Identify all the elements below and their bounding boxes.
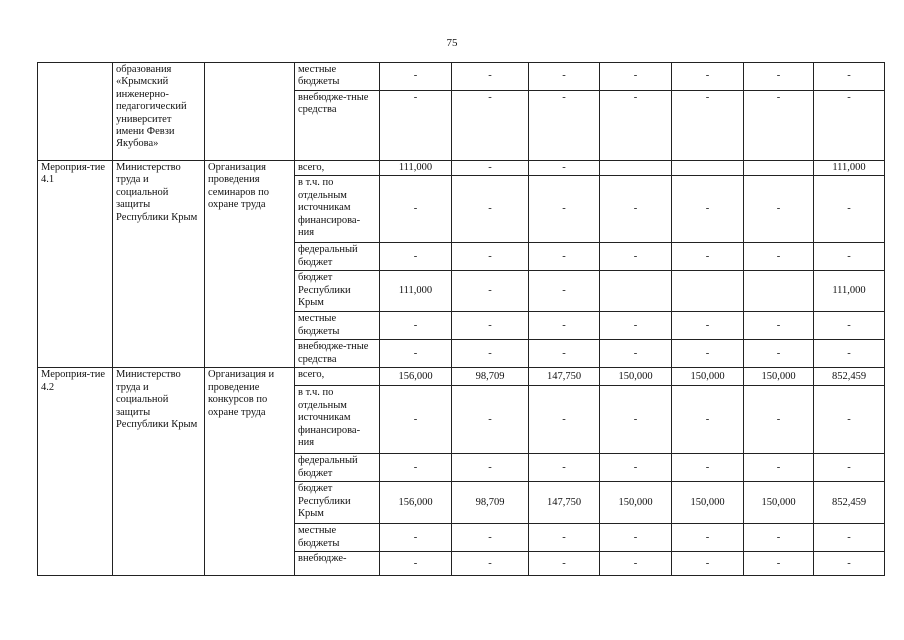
value-cell: - xyxy=(600,243,672,271)
value-cell: - xyxy=(529,63,600,91)
value-cell: - xyxy=(600,386,672,454)
value-cell: 111,000 xyxy=(380,271,452,312)
budget-table xyxy=(37,62,885,576)
value-cell: 147,750 xyxy=(529,482,600,524)
value-cell: - xyxy=(744,340,814,368)
funding-source-cell: всего, xyxy=(295,161,380,176)
value-cell: - xyxy=(672,454,744,482)
value-cell: - xyxy=(814,312,885,340)
value-cell: 150,000 xyxy=(744,368,814,386)
funding-source-cell: всего, xyxy=(295,368,380,386)
activity-name-cell: Организация проведения семинаров по охране труда xyxy=(205,161,295,368)
value-cell: - xyxy=(380,63,452,91)
value-cell: - xyxy=(672,524,744,552)
value-cell: - xyxy=(814,454,885,482)
funding-source-cell: федеральный бюджет xyxy=(295,454,380,482)
value-cell: - xyxy=(380,243,452,271)
value-cell: 98,709 xyxy=(452,482,529,524)
value-cell: - xyxy=(529,552,600,576)
value-cell: 156,000 xyxy=(380,368,452,386)
value-cell: 150,000 xyxy=(672,368,744,386)
funding-source-cell: в т.ч. по отдельным источникам финансирова-ния xyxy=(295,386,380,454)
value-cell: 147,750 xyxy=(529,368,600,386)
value-cell: - xyxy=(380,91,452,161)
value-cell: - xyxy=(380,552,452,576)
value-cell: - xyxy=(744,552,814,576)
value-cell xyxy=(672,161,744,176)
value-cell: 98,709 xyxy=(452,368,529,386)
value-cell: - xyxy=(529,524,600,552)
funding-source-cell: внебюдже-тные средства xyxy=(295,91,380,161)
funding-source-cell: федеральный бюджет xyxy=(295,243,380,271)
value-cell xyxy=(600,161,672,176)
value-cell: - xyxy=(380,386,452,454)
page-number: 75 xyxy=(446,37,458,49)
value-cell: - xyxy=(672,340,744,368)
value-cell xyxy=(600,271,672,312)
value-cell: - xyxy=(814,176,885,243)
value-cell: - xyxy=(744,243,814,271)
value-cell: - xyxy=(814,91,885,161)
value-cell: - xyxy=(452,271,529,312)
funding-source-cell: внебюдже- xyxy=(295,552,380,576)
value-cell: 111,000 xyxy=(380,161,452,176)
value-cell: - xyxy=(672,552,744,576)
value-cell: 156,000 xyxy=(380,482,452,524)
value-cell: - xyxy=(452,454,529,482)
value-cell: - xyxy=(600,63,672,91)
value-cell: 111,000 xyxy=(814,161,885,176)
activity-code-cell: Мероприя-тие 4.2 xyxy=(38,368,113,576)
value-cell: - xyxy=(672,91,744,161)
value-cell: - xyxy=(529,386,600,454)
value-cell: - xyxy=(380,524,452,552)
value-cell: - xyxy=(529,243,600,271)
value-cell: - xyxy=(600,340,672,368)
value-cell: - xyxy=(672,63,744,91)
value-cell: - xyxy=(744,312,814,340)
value-cell: 150,000 xyxy=(600,482,672,524)
table-row xyxy=(38,161,885,176)
value-cell: - xyxy=(380,454,452,482)
value-cell: - xyxy=(380,340,452,368)
value-cell: - xyxy=(452,243,529,271)
value-cell: - xyxy=(672,243,744,271)
funding-source-cell: местные бюджеты xyxy=(295,312,380,340)
value-cell: - xyxy=(814,552,885,576)
value-cell: - xyxy=(529,161,600,176)
value-cell: - xyxy=(744,386,814,454)
value-cell: - xyxy=(744,63,814,91)
funding-source-cell: местные бюджеты xyxy=(295,63,380,91)
value-cell: - xyxy=(452,340,529,368)
executor-cell: образования «Крымский инженерно-педагогический университет имени Февзи Якубова» xyxy=(113,63,205,161)
value-cell: 111,000 xyxy=(814,271,885,312)
value-cell: - xyxy=(452,312,529,340)
value-cell xyxy=(672,271,744,312)
funding-source-cell: бюджет Республики Крым xyxy=(295,271,380,312)
table-row xyxy=(38,63,885,91)
activity-name-cell: Организация и проведение конкурсов по охране труда xyxy=(205,368,295,576)
value-cell: - xyxy=(672,386,744,454)
activity-code-cell: Мероприя-тие 4.1 xyxy=(38,161,113,368)
value-cell: - xyxy=(600,91,672,161)
value-cell: - xyxy=(600,176,672,243)
value-cell: - xyxy=(672,312,744,340)
funding-source-cell: местные бюджеты xyxy=(295,524,380,552)
value-cell: - xyxy=(452,63,529,91)
funding-source-cell: бюджет Республики Крым xyxy=(295,482,380,524)
value-cell: - xyxy=(744,91,814,161)
value-cell: - xyxy=(600,454,672,482)
value-cell: - xyxy=(744,454,814,482)
value-cell: - xyxy=(452,386,529,454)
value-cell: - xyxy=(529,312,600,340)
value-cell: - xyxy=(529,91,600,161)
activity-code-cell xyxy=(38,63,113,161)
value-cell: - xyxy=(529,176,600,243)
value-cell: 852,459 xyxy=(814,482,885,524)
value-cell: 150,000 xyxy=(672,482,744,524)
executor-cell: Министерство труда и социальной защиты Республики Крым xyxy=(113,368,205,576)
value-cell: - xyxy=(600,552,672,576)
value-cell: - xyxy=(814,243,885,271)
value-cell: - xyxy=(672,176,744,243)
value-cell: - xyxy=(814,63,885,91)
value-cell: - xyxy=(529,454,600,482)
value-cell: 852,459 xyxy=(814,368,885,386)
table-row xyxy=(38,368,885,386)
value-cell xyxy=(744,161,814,176)
value-cell: 150,000 xyxy=(600,368,672,386)
value-cell xyxy=(744,271,814,312)
value-cell: - xyxy=(600,524,672,552)
value-cell: - xyxy=(529,271,600,312)
funding-source-cell: внебюдже-тные средства xyxy=(295,340,380,368)
funding-source-cell: в т.ч. по отдельным источникам финансирова-ния xyxy=(295,176,380,243)
value-cell: - xyxy=(744,176,814,243)
value-cell: - xyxy=(452,524,529,552)
value-cell: - xyxy=(600,312,672,340)
value-cell: - xyxy=(380,312,452,340)
value-cell: - xyxy=(814,340,885,368)
value-cell: 150,000 xyxy=(744,482,814,524)
value-cell: - xyxy=(814,524,885,552)
value-cell: - xyxy=(452,552,529,576)
value-cell: - xyxy=(814,386,885,454)
value-cell: - xyxy=(380,176,452,243)
value-cell: - xyxy=(452,161,529,176)
value-cell: - xyxy=(452,91,529,161)
executor-cell: Министерство труда и социальной защиты Республики Крым xyxy=(113,161,205,368)
activity-name-cell xyxy=(205,63,295,161)
value-cell: - xyxy=(529,340,600,368)
value-cell: - xyxy=(452,176,529,243)
value-cell: - xyxy=(744,524,814,552)
